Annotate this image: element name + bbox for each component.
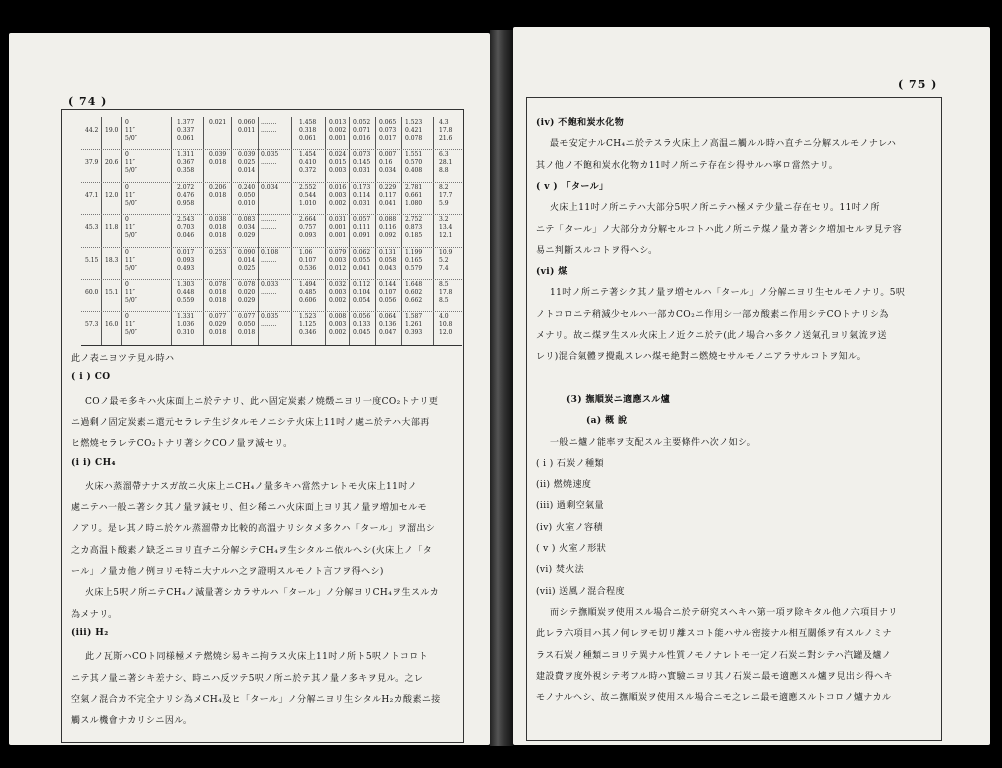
table-cell: 0.536 <box>299 264 317 272</box>
table-cell: 0.014 <box>238 167 256 175</box>
table-cell: 4.3 <box>439 119 449 126</box>
table-cell: 0.029 <box>238 297 256 304</box>
table-cell: 0.703 <box>177 224 195 232</box>
table-cell: 0.018 <box>209 297 227 304</box>
table-cell: 0.112 <box>353 281 371 288</box>
table-cell: 0.033 <box>261 281 279 288</box>
table-cell: 5/0″ <box>125 167 137 175</box>
table-cell: 0.661 <box>405 191 423 199</box>
table-cell: 1.523 <box>299 313 317 321</box>
table-cell: ........ <box>261 159 277 167</box>
table-cell: 11.8 <box>105 224 119 232</box>
table-cell: 5.2 <box>439 256 449 264</box>
table-cell: 8.5 <box>439 297 449 304</box>
table-cell: 21.6 <box>439 135 453 142</box>
text-line: ール」ノ量カ他ノ例ヨリモ特ニ大ナルハ之ヲ證明スルモノト言フヲ得ヘシ) <box>71 567 384 577</box>
table-cell: 0.318 <box>299 127 317 134</box>
table-cell: 0.145 <box>353 159 371 167</box>
table-cell: 1.261 <box>405 321 423 329</box>
text-line: (vi) 焚火法 <box>536 565 585 576</box>
table-cell: 0.058 <box>379 256 397 264</box>
table-row-rule <box>81 214 462 215</box>
table-cell: 0.029 <box>209 321 227 329</box>
table-cell: 0.062 <box>353 248 371 256</box>
table-cell: 11″ <box>125 191 135 199</box>
text-line: 一般ニ爐ノ能率ヲ支配スル主要條件ハ次ノ如シ。 <box>550 437 757 448</box>
table-cell: 0.052 <box>353 119 371 126</box>
text-line: ノアリ。是レ其ノ時ニ於ケル蒸溜帶カ比較的高溫ナリシタメ多クハ「タール」ヲ溜出シ <box>71 524 436 535</box>
table-cell: 1.454 <box>299 151 317 159</box>
table-cell: 0.559 <box>177 297 195 304</box>
table-cell: 1.036 <box>177 321 195 329</box>
text-line: (i i) CH₄ <box>71 457 116 468</box>
text-line: (a) 概 說 <box>586 416 628 427</box>
text-line: ニテ其ノ量ニ著シキ差ナシ、時ニハ反ツテ5呎ノ所ニ於テ其ノ量ノ多キヲ見ル。之レ <box>71 673 424 684</box>
table-cell: 0.018 <box>209 224 227 232</box>
table-cell: 12.0 <box>439 329 453 337</box>
table-cell: 17.8 <box>439 127 453 134</box>
table-cell: 0.034 <box>238 224 256 232</box>
table-cell: 0.011 <box>238 127 256 134</box>
text-line: ラス石炭ノ種類ニヨリテ異ナル性質ノモノナレトモ一定ノ石炭ニ對シテハ汽罐及爐ノ <box>536 650 892 661</box>
table-cell: 0.060 <box>238 119 256 126</box>
table-cell: 0.393 <box>405 329 423 337</box>
table-cell: 0 <box>125 151 129 159</box>
table-cell: 0.054 <box>353 297 371 304</box>
table-cell: 0.003 <box>329 321 347 329</box>
table-cell: 45.3 <box>85 224 99 232</box>
text-line: (iii) H₂ <box>71 627 109 638</box>
text-line: (3) 撫順炭ニ適應スル爐 <box>566 394 671 405</box>
table-cell: ........ <box>261 289 277 296</box>
table-cell: 0.253 <box>209 248 227 256</box>
table-cell: 0.116 <box>379 224 397 232</box>
table-cell: 0.570 <box>405 159 423 167</box>
table-cell: 1.06 <box>299 248 313 256</box>
table-cell: 0.448 <box>177 289 195 296</box>
table-cell: 1.494 <box>299 281 317 288</box>
text-line: モノナルヘシ、故ニ撫順炭ヲ使用スル場合ニモ之レニ最モ適應スルトコロノ爐ナカル <box>536 693 892 704</box>
table-cell: 0.077 <box>209 313 227 321</box>
text-line: 空氣ノ混合カ不完全ナリシ為メCH₄及ヒ「タール」ノ分解ニヨリ生シタルH₂カ酸素ニ接 <box>71 694 441 705</box>
table-cell: 0.078 <box>209 281 227 288</box>
table-cell: 0.165 <box>405 256 423 264</box>
table-cell: 0.093 <box>299 232 317 240</box>
table-cell: 0.038 <box>209 216 227 224</box>
table-cell: 0.034 <box>261 183 279 191</box>
table-cell: 0.108 <box>261 248 279 256</box>
table-cell: 0.061 <box>299 135 317 142</box>
table-cell: 0.408 <box>405 167 423 175</box>
table-cell: 11″ <box>125 127 135 134</box>
table-cell: 0.041 <box>353 264 371 272</box>
text-line: 其ノ他ノ不飽和炭水化物カ11吋ノ所ニテ存在シ得サルハ寧ロ當然ナリ。 <box>536 160 839 171</box>
table-cell: 0.310 <box>177 329 195 337</box>
table-cell: 0.018 <box>209 329 227 337</box>
table-cell: 0.16 <box>379 159 393 167</box>
table-cell: 7.4 <box>439 264 449 272</box>
table-row <box>81 249 462 281</box>
text-line: (iii) 過剩空氣量 <box>536 501 604 512</box>
table-cell: 0.358 <box>177 167 195 175</box>
table-cell: 1.303 <box>177 281 195 288</box>
table-cell: 0.013 <box>329 119 347 126</box>
table-cell: 0.017 <box>379 135 397 142</box>
table-cell: 11″ <box>125 321 135 329</box>
table-cell: 0.056 <box>353 313 371 321</box>
text-line: 火床上11吋ノ所ニテハ大部分5呎ノ所ニテハ極メテ少量ニ存在セリ。11吋ノ所 <box>550 203 880 214</box>
table-cell: 17.8 <box>439 289 453 296</box>
table-cell: 11″ <box>125 256 135 264</box>
table-cell: 0.091 <box>353 232 371 240</box>
table-cell: 60.0 <box>85 289 99 296</box>
table-cell: 5/0″ <box>125 232 137 240</box>
table-cell: 0.039 <box>209 151 227 159</box>
table-cell: 0.107 <box>299 256 317 264</box>
table-cell: 0.021 <box>209 119 227 126</box>
table-cell: 10.8 <box>439 321 453 329</box>
table-cell: 0.476 <box>177 191 195 199</box>
table-cell: 1.587 <box>405 313 423 321</box>
table-cell: 0.078 <box>238 281 256 288</box>
table-cell: 11″ <box>125 159 135 167</box>
text-line: ( v ) 火室ノ形狀 <box>536 544 607 554</box>
table-cell: ........ <box>261 224 277 232</box>
table-row-rule <box>81 279 462 280</box>
table-cell: 0.090 <box>238 248 256 256</box>
text-line: ニ過剩ノ固定炭素ニ還元セラレテ生ジタルモノニシテ火床上11吋ノ處ニ於テハ大部再 <box>71 417 430 428</box>
table-cell: 20.6 <box>105 159 119 167</box>
text-line: ( i ) CO <box>71 372 111 383</box>
table-cell: 8.5 <box>439 281 449 288</box>
table-cell: 12.0 <box>105 191 119 199</box>
table-cell: 11″ <box>125 224 135 232</box>
table-cell: 0.104 <box>353 289 371 296</box>
text-line: (iv) 不飽和炭水化物 <box>536 118 625 128</box>
text-line: (vi) 煤 <box>536 267 568 278</box>
table-cell: ........ <box>261 119 277 126</box>
table-cell: 1.648 <box>405 281 423 288</box>
table-cell: 0.047 <box>379 329 397 337</box>
table-cell: 0.065 <box>379 119 397 126</box>
table-cell: 0.032 <box>329 281 347 288</box>
table-cell: ........ <box>261 256 277 264</box>
table-cell: 0.757 <box>299 224 317 232</box>
table-cell: 0.206 <box>209 183 227 191</box>
table-cell: 0.029 <box>238 232 256 240</box>
table-cell: 0.077 <box>238 313 256 321</box>
table-cell: 0.346 <box>299 329 317 337</box>
table-cell: 0.372 <box>299 167 317 175</box>
table-cell: 0.001 <box>329 135 347 142</box>
table-cell: 5/0″ <box>125 199 137 207</box>
table-cell: 12.1 <box>439 232 453 240</box>
table-cell: ........ <box>261 321 277 329</box>
table-row <box>81 313 462 345</box>
table-cell: 0.008 <box>329 313 347 321</box>
gas-analysis-table <box>81 117 462 346</box>
table-cell: 0 <box>125 313 129 321</box>
text-line: ノトコロニテ稍減少セルハ一部カCO₂ニ作用シ一部カ酸素ニ作用シテCOトナリシ為 <box>536 309 889 320</box>
text-line: 此レラ六項目ハ其ノ何レヲモ切リ離スコト能ハサル密接ナル相互關係ヲ有スルノミナ <box>536 629 892 640</box>
table-cell: 8.2 <box>439 183 449 191</box>
right-page <box>513 27 990 745</box>
table-cell: 1.523 <box>405 119 423 126</box>
table-cell: 1.125 <box>299 321 317 329</box>
table-cell: 0.001 <box>329 224 347 232</box>
table-cell: 0.056 <box>379 297 397 304</box>
text-line: (iv) 火室ノ容積 <box>536 522 603 533</box>
table-cell: 0.873 <box>405 224 423 232</box>
table-cell: 0.003 <box>329 191 347 199</box>
table-cell: 0.018 <box>209 191 227 199</box>
table-cell: 0.020 <box>238 289 256 296</box>
text-line: 之カ高温ト酸素ノ缺乏ニヨリ直チニ分解シテCH₄ヲ生シタルニ依ルヘシ(火床上ノ「タ <box>71 545 433 556</box>
table-cell: 0.002 <box>329 199 347 207</box>
text-line: 最モ安定ナルCH₄ニ於テスラ火床上ノ高温ニ觸ルル時ハ直チニ分解スルモノナレハ <box>550 139 897 150</box>
table-cell: 0.003 <box>329 289 347 296</box>
page-number: ( 74 ) <box>68 95 108 108</box>
table-cell: 0.025 <box>238 264 256 272</box>
table-cell: 37.9 <box>85 159 99 167</box>
table-cell: 0.031 <box>329 216 347 224</box>
table-row <box>81 119 462 151</box>
table-cell: 0.136 <box>379 321 397 329</box>
table-cell: 0.367 <box>177 159 195 167</box>
table-cell: 0.079 <box>329 248 347 256</box>
table-cell: 0.007 <box>379 151 397 159</box>
text-line: ( v ) 「タール」 <box>536 181 609 192</box>
table-cell: 57.3 <box>85 321 99 329</box>
table-cell: 11″ <box>125 289 135 296</box>
table-cell: 0 <box>125 119 129 126</box>
table-cell: 0.024 <box>329 151 347 159</box>
table-cell: 0.485 <box>299 289 317 296</box>
table-cell: 0.031 <box>353 167 371 175</box>
table-cell: 0.046 <box>177 232 195 240</box>
table-cell: 17.7 <box>439 191 453 199</box>
table-cell: 0.131 <box>379 248 397 256</box>
table-cell: 0.018 <box>209 232 227 240</box>
table-cell: ........ <box>261 127 277 134</box>
table-cell: 10.9 <box>439 248 453 256</box>
table-cell: 0.958 <box>177 199 195 207</box>
table-row <box>81 151 462 183</box>
table-cell: 0 <box>125 216 129 224</box>
table-cell: 5/0″ <box>125 329 137 337</box>
table-cell: 0 <box>125 248 129 256</box>
table-cell: 0.061 <box>177 135 195 142</box>
table-cell: 0.064 <box>379 313 397 321</box>
text-line: 易ニ判斷スルコトヲ得ヘシ。 <box>536 245 658 256</box>
table-cell: 5.9 <box>439 199 449 207</box>
table-cell: 1.311 <box>177 151 195 159</box>
table-cell: 0.111 <box>353 224 371 232</box>
table-cell: 0.012 <box>329 264 347 272</box>
table-cell: 8.8 <box>439 167 449 175</box>
table-cell: 0.083 <box>238 216 256 224</box>
table-cell: 0.050 <box>238 321 256 329</box>
table-cell: 0.034 <box>379 167 397 175</box>
table-cell: 0.093 <box>177 256 195 264</box>
text-line: ヒ燃燒セラレテCO₂トナリ著シクCOノ量ヲ減セリ。 <box>71 439 293 450</box>
table-cell: 0.055 <box>353 256 371 264</box>
table-cell: 1.199 <box>405 248 423 256</box>
table-cell: 0.050 <box>238 191 256 199</box>
table-cell: 0.071 <box>353 127 371 134</box>
table-row-rule <box>81 247 462 248</box>
table-cell: 4.0 <box>439 313 449 321</box>
table-cell: 0.015 <box>329 159 347 167</box>
text-line: 處ニテハ一般ニ著シク其ノ量ヲ減セリ、但シ稀ニハ火床面上ヨリ其ノ量ヲ増加セルモ <box>71 503 428 514</box>
text-line: 此ノ表ニヨツテ見ル時ハ <box>71 354 175 364</box>
table-cell: 5/0″ <box>125 135 137 142</box>
table-cell: 0.002 <box>329 329 347 337</box>
left-page <box>9 33 490 745</box>
table-cell: 0.001 <box>329 232 347 240</box>
table-cell: 15.1 <box>105 289 119 296</box>
table-cell: 0.073 <box>353 151 371 159</box>
text-line: ( i ) 石炭ノ種類 <box>536 458 604 469</box>
table-cell: 0.010 <box>238 199 256 207</box>
table-row <box>81 216 462 248</box>
table-cell: 5/0″ <box>125 264 137 272</box>
table-cell: 0.016 <box>329 183 347 191</box>
text-line: 火床上5呎ノ所ニテCH₄ノ減量著シカラサルハ「タール」ノ分解ヨリCH₄ヲ生スルカ <box>85 588 440 599</box>
table-cell: 1.010 <box>299 199 317 207</box>
table-cell: 0.017 <box>177 248 195 256</box>
table-cell: 0.002 <box>329 297 347 304</box>
table-cell: 0.133 <box>353 321 371 329</box>
table-row <box>81 184 462 216</box>
table-cell: 1.377 <box>177 119 195 126</box>
table-cell: 0.078 <box>405 135 423 142</box>
text-line: 此ノ瓦斯ハCOト同様極メテ燃燒シ易キニ拘ラス火床上11吋ノ所ト5呎ノトコロト <box>85 652 429 663</box>
text-line: レリ)混合氣體ヲ攪亂スレハ煤モ絶對ニ燃燒セサルモノニアラサルコトヲ知ル。 <box>536 352 867 363</box>
table-row-rule <box>81 182 462 183</box>
text-line: (vii) 送風ノ混合程度 <box>536 586 625 597</box>
text-line: 火床ハ蒸溜帶ナナスガ故ニ火床上ニCH₄ノ量多キハ當然ナレトモ火床上11吋ノ <box>85 481 418 492</box>
text-line: COノ最モ多キハ火床面上ニ於テナリ、此ハ固定炭素ノ燒燬ニヨリ一度CO₂トナリ更 <box>85 396 439 407</box>
table-cell: 0.003 <box>329 256 347 264</box>
table-row <box>81 281 462 313</box>
table-cell: 2.543 <box>177 216 195 224</box>
table-cell: 0.003 <box>329 167 347 175</box>
table-cell: 0.107 <box>379 289 397 296</box>
table-cell: 47.1 <box>85 191 99 199</box>
table-cell: 1.458 <box>299 119 317 126</box>
table-cell: 0.493 <box>177 264 195 272</box>
table-cell: 18.3 <box>105 256 119 264</box>
table-cell: 1.331 <box>177 313 195 321</box>
text-line: 建設費ヲ度外視シテ考フル時ハ實驗ニヨリ其ノ石炭ニ最モ適應スル爐ヲ見出シ得ヘキ <box>536 671 893 682</box>
table-cell: 5.15 <box>85 256 99 264</box>
table-cell: 0.602 <box>405 289 423 296</box>
table-cell: 0.073 <box>379 127 397 134</box>
table-cell: 0.018 <box>238 329 256 337</box>
table-cell: 2.752 <box>405 216 423 224</box>
table-cell: 0.045 <box>353 329 371 337</box>
table-row-rule <box>81 149 462 150</box>
table-cell: 0.421 <box>405 127 423 134</box>
text-line: (ii) 燃燒速度 <box>536 480 592 491</box>
table-cell: 6.3 <box>439 151 449 159</box>
table-cell: 0.173 <box>353 183 371 191</box>
table-cell: 2.664 <box>299 216 317 224</box>
table-cell: 0.035 <box>261 313 279 321</box>
table-cell: 5/0″ <box>125 297 137 304</box>
table-cell: 0.025 <box>238 159 256 167</box>
table-cell: 1.080 <box>405 199 423 207</box>
table-cell: 0.018 <box>209 289 227 296</box>
table-cell: 19.0 <box>105 127 119 134</box>
table-cell: 0 <box>125 183 129 191</box>
text-line: ニテ「タール」ノ大部分カ分解セルコトハ此ノ所ニテ煤ノ量カ著シク増加セルヲ見テ容 <box>536 224 903 235</box>
table-cell: 0.016 <box>353 135 371 142</box>
text-line: メナリ。故ニ煤ヲ生スル火床上ノ近クニ於テ(此ノ場合ハ多クノ送氣孔ヨリ氣流ヲ送 <box>536 331 887 341</box>
table-cell: 0.185 <box>405 232 423 240</box>
table-cell: 0.041 <box>379 199 397 207</box>
table-cell: 28.1 <box>439 159 453 167</box>
table-cell: 13.4 <box>439 224 453 232</box>
table-cell: 0.662 <box>405 297 423 304</box>
table-cell: 0.579 <box>405 264 423 272</box>
text-line: 觸スル機會ナカリシニ因ル。 <box>71 716 193 727</box>
table-cell: 0.410 <box>299 159 317 167</box>
table-cell: 0.117 <box>379 191 397 199</box>
table-cell: 16.0 <box>105 321 119 329</box>
table-cell: 0.039 <box>238 151 256 159</box>
text-line: 為メナリ。 <box>71 609 118 620</box>
table-cell: ........ <box>261 216 277 224</box>
table-cell: 0.544 <box>299 191 317 199</box>
table-cell: 44.2 <box>85 127 99 134</box>
table-cell: 0 <box>125 281 129 288</box>
table-row-rule <box>81 311 462 312</box>
table-cell: 0.035 <box>261 151 279 159</box>
text-line: 而シテ撫順炭ヲ使用スル場合ニ於テ研究スヘキハ第一項ヲ除キタル他ノ六項目ナリ <box>550 607 898 618</box>
table-cell: 0.031 <box>353 199 371 207</box>
book-gutter <box>490 30 513 746</box>
table-cell: 0.088 <box>379 216 397 224</box>
table-cell: 2.781 <box>405 183 423 191</box>
table-cell: 0.337 <box>177 127 195 134</box>
table-cell: 0.002 <box>329 127 347 134</box>
table-cell: 0.092 <box>379 232 397 240</box>
page-number: ( 75 ) <box>898 78 938 91</box>
table-cell: 0.144 <box>379 281 397 288</box>
text-line: 11吋ノ所ニテ著シク其ノ量ヲ増セルハ「タール」ノ分解ニヨリ生セルモノナリ。5呎 <box>550 288 906 299</box>
table-cell: 3.2 <box>439 216 449 224</box>
table-cell: 0.606 <box>299 297 317 304</box>
table-cell: 0.043 <box>379 264 397 272</box>
table-cell: 2.552 <box>299 183 317 191</box>
table-cell: 0.018 <box>209 159 227 167</box>
table-cell: 0.057 <box>353 216 371 224</box>
table-cell: 2.072 <box>177 183 195 191</box>
table-cell: 0.014 <box>238 256 256 264</box>
table-cell: 1.551 <box>405 151 423 159</box>
table-cell: 0.240 <box>238 183 256 191</box>
table-cell: 0.229 <box>379 183 397 191</box>
table-cell: 0.114 <box>353 191 371 199</box>
